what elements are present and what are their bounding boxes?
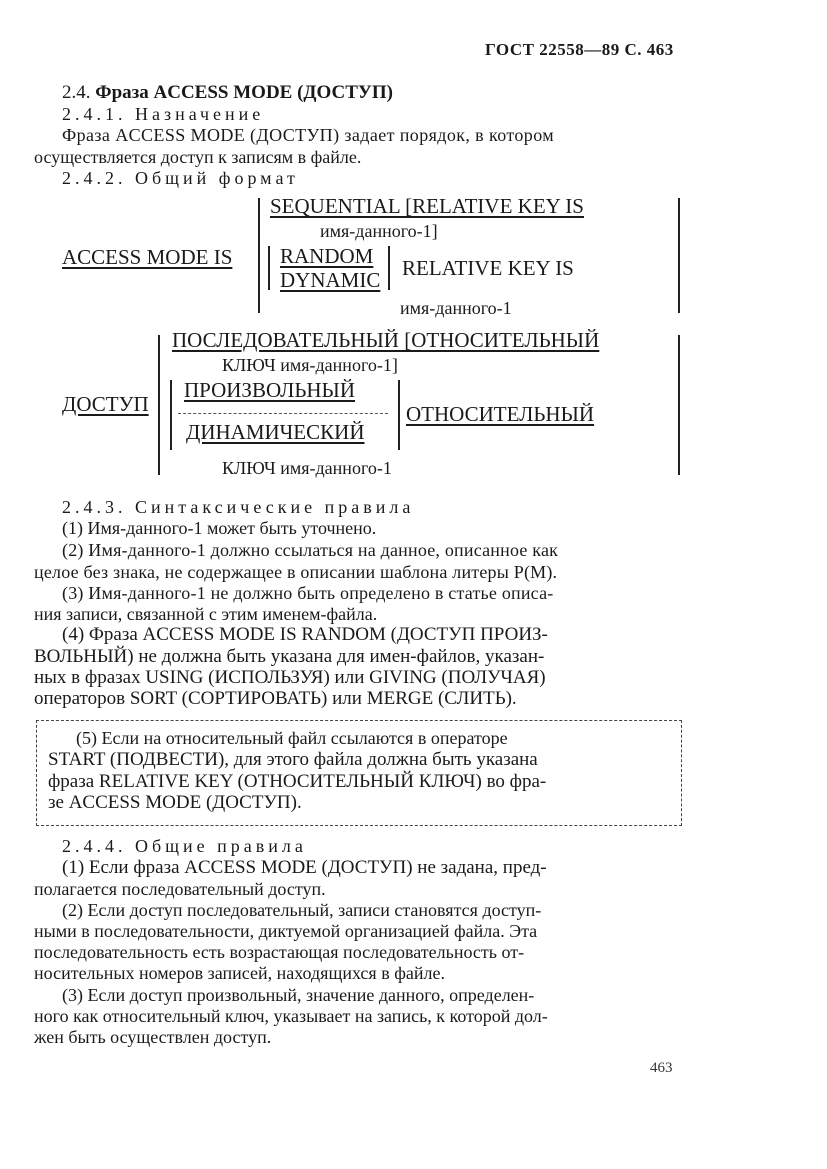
purpose-heading: 2.4.1. Назначение [62,104,265,124]
general-rule-2-line-1: (2) Если доступ последовательный, записи становятся доступ- [62,900,542,920]
syntax-rule-2-line-2: целое без знака, не содержащее в описании шаблона литеры P(M). [34,562,558,582]
page-header: ГОСТ 22558—89 С. 463 [485,40,674,59]
general-rule-2-line-3: последовательность есть возрастающая последовательность от- [34,942,525,962]
random-ru-keyword: ПРОИЗВОЛЬНЫЙ [184,378,356,402]
syntax-rule-4-line-4: операторов SORT (СОРТИРОВАТЬ) или MERGE (СЛИТЬ). [34,688,517,709]
syntax-rule-4-line-3: ных в фразах USING (ИСПОЛЬЗУЯ) или GIVING (ПОЛУЧАЯ) [34,667,546,688]
format-ru-option-2-line-2: КЛЮЧ имя-данного-1 [222,458,392,478]
general-rule-3-line-3: жен быть осуществлен доступ. [34,1027,272,1047]
syntax-rule-5-line-4: зе ACCESS MODE (ДОСТУП). [48,792,302,813]
general-rule-2-line-2: ными в последовательности, диктуемой организацией файла. Эта [34,921,538,941]
syntax-rule-5-line-2: START (ПОДВЕСТИ), для этого файла должна быть указана [48,749,538,770]
dynamic-ru-keyword: ДИНАМИЧЕСКИЙ [186,420,365,444]
format-ru-left-brace [158,335,166,475]
format-ru-option-2-rest: ОТНОСИТЕЛЬНЫЙ [406,402,595,426]
general-heading: 2.4.4. Общие правила [62,836,307,856]
general-rule-3-line-1: (3) Если доступ произвольный, значение данного, определен- [62,985,535,1005]
format-ru-option-1: ПОСЛЕДОВАТЕЛЬНЫЙ [ОТНОСИТЕЛЬНЫЙ [172,328,600,352]
format-en-option-1 [270,194,584,219]
general-rule-3-line-2: ного как относительный ключ, указывает на запись, к которой дол- [34,1006,548,1026]
random-keyword: RANDOM [280,244,374,268]
general-rule-2-line-4: носительных номеров записей, находящихся в файле. [34,963,445,983]
general-rule-1-line-2: полагается последовательный доступ. [34,879,326,899]
format-ru-option-1-line-2: КЛЮЧ имя-данного-1] [222,355,398,375]
section-title-text: Фраза ACCESS MODE (ДОСТУП) [95,82,393,103]
format-en-left-brace [258,198,266,313]
format-en-option-1-line-2: имя-данного-1] [320,221,438,241]
format-ru-prefix: ДОСТУП [62,392,149,416]
purpose-line-1: Фраза ACCESS MODE (ДОСТУП) задает порядок, в котором [62,125,555,145]
format-ru-right-brace [672,335,680,475]
page-number: 463 [650,1060,673,1076]
syntax-rule-4-line-2: ВОЛЬНЫЙ) не должна быть указана для имен-файлов, указан- [34,646,545,667]
format-en-option-2-line-2: имя-данного-1 [400,298,512,318]
syntax-rule-3-line-2: ния записи, связанной с этим именем-файла. [34,604,378,624]
dynamic-keyword: DYNAMIC [280,268,381,292]
syntax-heading: 2.4.3. Синтаксические правила [62,497,415,517]
format-en-option-2-rest: RELATIVE KEY IS [402,256,574,280]
general-rule-1-line-1: (1) Если фраза ACCESS MODE (ДОСТУП) не задана, пред- [62,857,547,878]
sequential-keyword: SEQUENTIAL [RELATIVE KEY IS [270,194,584,218]
format-heading: 2.4.2. Общий формат [62,168,299,188]
format-en-prefix: ACCESS MODE IS [62,245,233,269]
syntax-rule-5-line-3: фраза RELATIVE KEY (ОТНОСИТЕЛЬНЫЙ КЛЮЧ) во фра- [48,771,547,792]
syntax-rule-1: (1) Имя-данного-1 может быть уточнено. [62,518,377,538]
section-number: 2.4. [62,82,91,103]
syntax-rule-4-line-1: (4) Фраза ACCESS MODE IS RANDOM (ДОСТУП ПРОИЗ- [62,624,548,645]
section-title [62,82,393,104]
format-en-right-brace [672,198,680,313]
format-ru-divider [178,413,388,414]
purpose-line-2: осуществляется доступ к записям в файле. [34,147,362,167]
syntax-rule-2-line-1: (2) Имя-данного-1 должно ссылаться на данное, описанное как [62,540,559,560]
syntax-rule-5-line-1: (5) Если на относительный файл ссылаются в операторе [76,728,508,748]
syntax-rule-3-line-1: (3) Имя-данного-1 не должно быть определено в статье описа- [62,583,554,603]
